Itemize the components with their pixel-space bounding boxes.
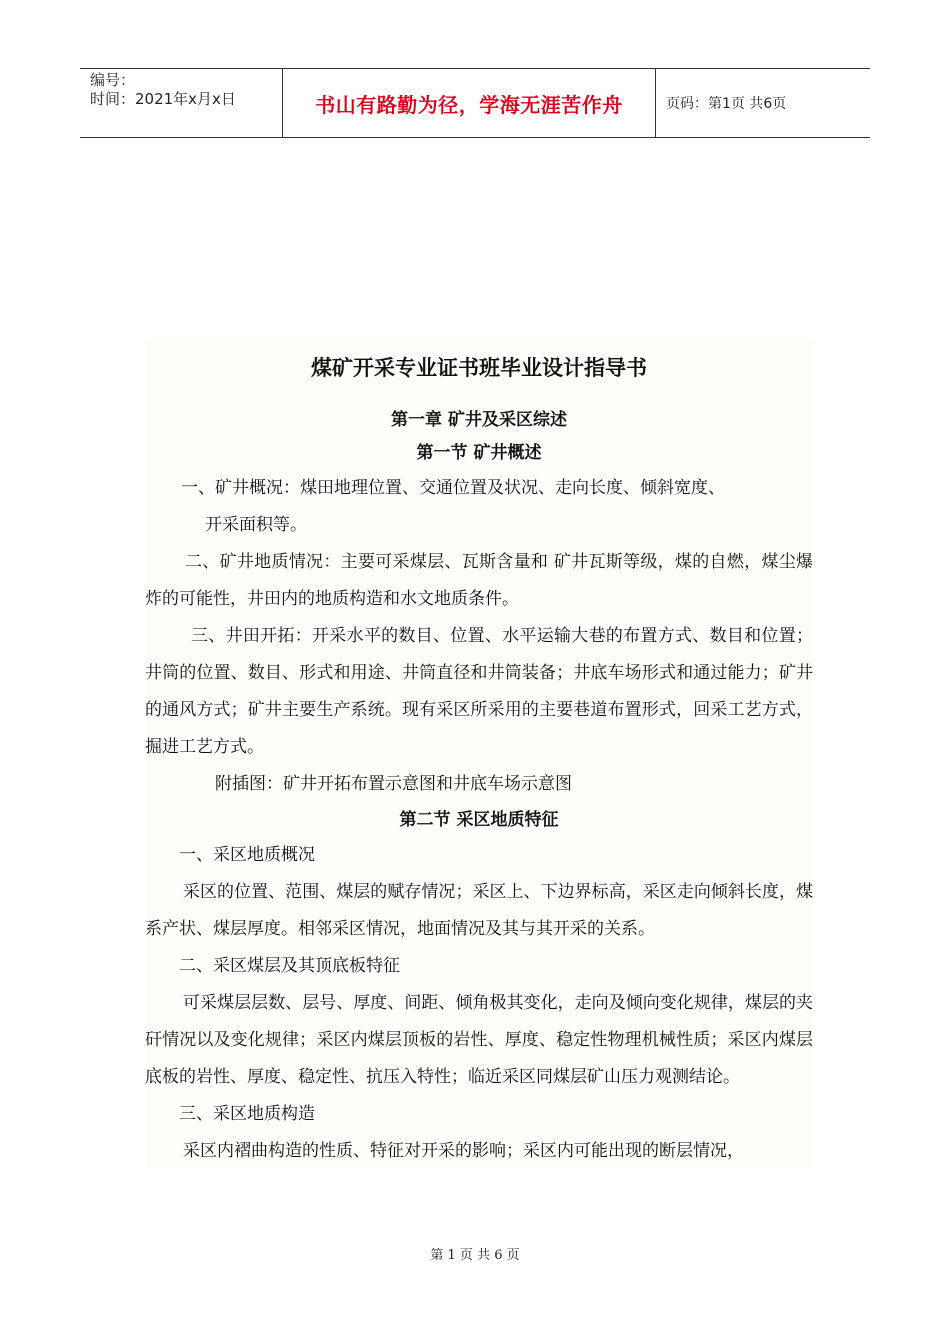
- document-body: [145, 340, 813, 1170]
- chapter-heading: 第一章 矿井及采区综述: [391, 410, 567, 430]
- paragraph-mine-overview: 一、矿井概况：煤田地理位置、交通位置及状况、走向长度、倾斜宽度、: [181, 478, 725, 498]
- paragraph-field-development: 三、井田开拓：开采水平的数目、位置、水平运输大巷的布置方式、数目和位置；井筒的位置、数目、形式和用途、井筒直径和井筒装备；井底车场形式和通过能力；矿井的通风方式；矿井主要生产系统。现有采区所采用的主要巷道布置形式，回采工艺方式，掘进工艺方式。: [145, 626, 813, 757]
- paragraph-area-geology: 采区的位置、范围、煤层的赋存情况；采区上、下边界标高，采区走向倾斜长度，煤系产状、煤层厚度。相邻采区情况，地面情况及其与其开采的关系。: [145, 882, 813, 939]
- section-heading-1: 第一节 矿井概述: [416, 443, 542, 463]
- page-footer: 第 1 页 共 6 页: [430, 1248, 520, 1263]
- paragraph-mine-geology: 二、矿井地质情况：主要可采煤层、瓦斯含量和 矿井瓦斯等级，煤的自燃，煤尘爆炸的可能性，井田内的地质构造和水文地质条件。: [145, 552, 813, 609]
- section-heading-2: 第二节 采区地质特征: [399, 810, 559, 830]
- paragraph-seam-features: 可采煤层层数、层号、厚度、间距、倾角极其变化，走向及倾向变化规律，煤层的夹矸情况以及变化规律；采区内煤层顶板的岩性、厚度、稳定性物理机械性质；采区内煤层底板的岩性、厚度、稳定性、抗压入特性；临近采区同煤层矿山压力观测结论。: [145, 993, 813, 1087]
- paragraph-geological-structure: 采区内褶曲构造的性质、特征对开采的影响；采区内可能出现的断层情况，: [183, 1141, 744, 1161]
- paragraph-mine-overview-cont: 开采面积等。: [205, 515, 307, 535]
- header-page-info: 页码：第1页 共6页: [666, 96, 787, 112]
- time-label: 时间：2021年x月x日: [90, 90, 236, 108]
- subheading-area-geology: 一、采区地质概况: [179, 845, 315, 865]
- header-meta: [80, 69, 282, 137]
- paragraph-figure-note: 附插图：矿井开拓布置示意图和井底车场示意图: [215, 774, 572, 794]
- header-motto: 书山有路勤为径，学海无涯苦作舟: [282, 69, 656, 137]
- number-label: 编号：: [90, 71, 136, 89]
- page-header: [80, 68, 870, 138]
- subheading-seam-features: 二、采区煤层及其顶底板特征: [179, 956, 400, 976]
- document-title: 煤矿开采专业证书班毕业设计指导书: [311, 355, 647, 380]
- subheading-geological-structure: 三、采区地质构造: [179, 1104, 315, 1124]
